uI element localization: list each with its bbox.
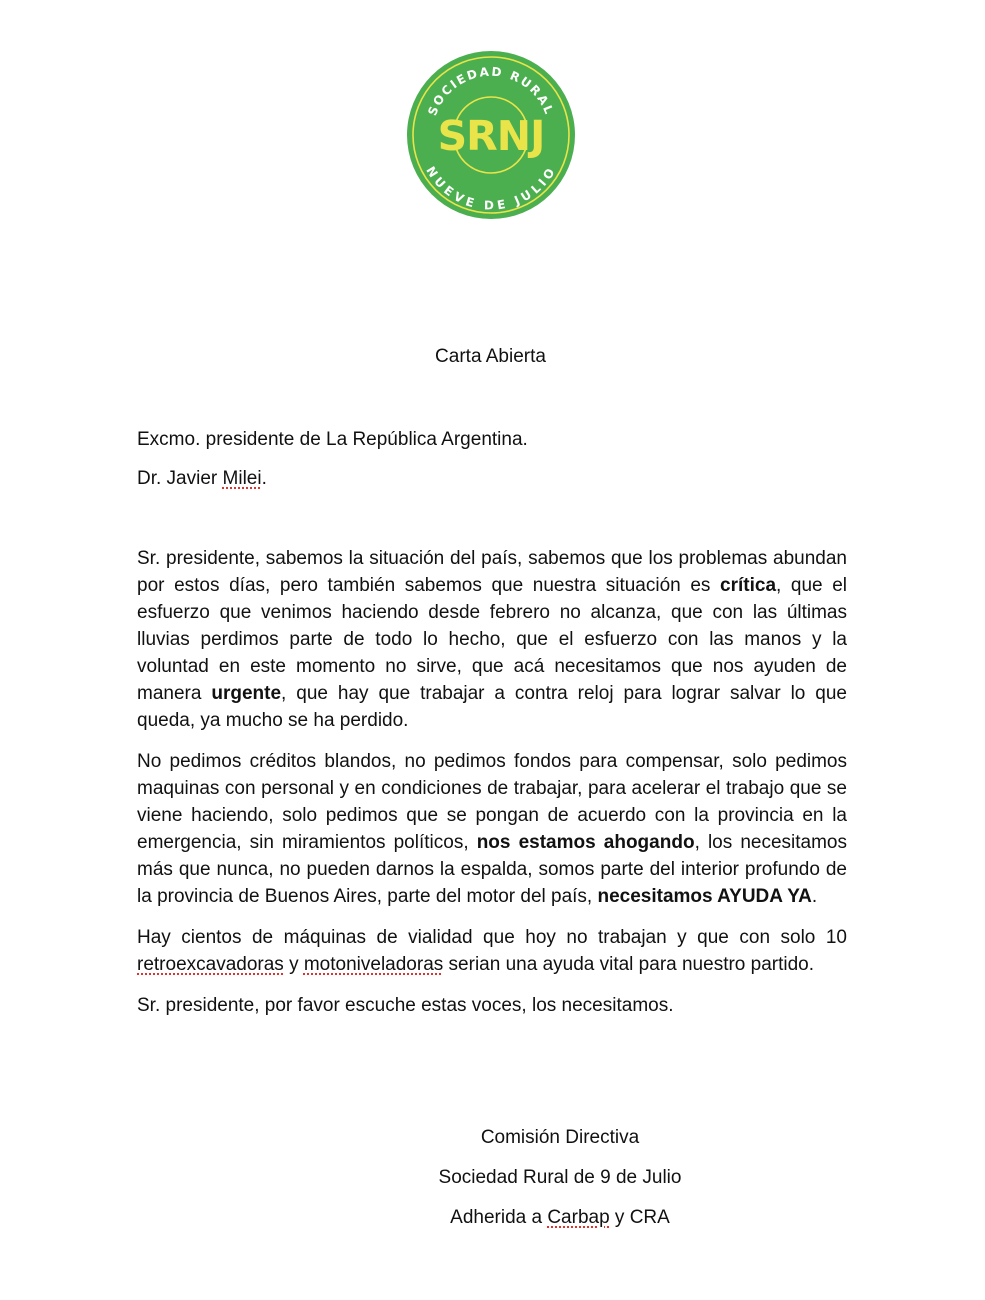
signature-block [360, 1126, 760, 1246]
paragraph-1-text-e: , que hay que trabajar a contra reloj para lograr salvar lo que queda, ya mucho se ha perdido. [137, 683, 847, 731]
paragraph-2-bold-ahogando: nos estamos ahogando [476, 832, 695, 853]
srnj-logo [405, 49, 577, 221]
paragraph-2-text-a: No pedimos créditos blandos, no pedimos fondos para compensar, solo pedimos maquinas con personal y en condiciones de trabajar, para acelerar el trabajo que se viene haciendo, solo pedimos que se pongan de acuerdo con la provincia en la emergencia, sin miramientos políticos, [137, 751, 847, 853]
paragraph-3-misspelled-retroexcavadoras: retroexcavadoras [137, 954, 284, 975]
logo-top-text: SOCIEDAD RURAL [425, 64, 557, 118]
paragraph-1 [137, 545, 847, 734]
paragraph-2-text-c: , los necesitamos más que nunca, no pueden darnos la espalda, somos parte del interior profundo de la provincia de Buenos Aires, parte del motor del país, [137, 832, 847, 907]
paragraph-1-text-a: Sr. presidente, sabemos la situación del país, sabemos que los problemas abundan por estos días, pero también sabemos que nuestra situación es [137, 548, 847, 596]
logo-bottom-text: NUEVE DE JULIO [423, 164, 559, 213]
paragraph-4 [137, 992, 847, 1019]
paragraph-3-text-c: y [283, 954, 304, 975]
paragraph-2-bold-ayuda: necesitamos AYUDA YA [597, 886, 812, 907]
letter-title: Carta Abierta [435, 346, 546, 367]
paragraph-3-text-a: Hay cientos de máquinas de vialidad que hoy no trabajan y que con solo 10 [137, 927, 847, 948]
paragraph-1-bold-urgente: urgente [211, 683, 282, 704]
signature-line-3-suffix: y CRA [609, 1207, 670, 1228]
addressee-prefix: Dr. Javier [137, 468, 223, 489]
paragraph-3 [137, 924, 847, 978]
letter-body [137, 545, 847, 1033]
paragraph-1-bold-critica: crítica [720, 575, 777, 596]
addressee-line-1: Excmo. presidente de La República Argentina. [137, 429, 528, 450]
paragraph-4-text: Sr. presidente, por favor escuche estas voces, los necesitamos. [137, 995, 674, 1016]
paragraph-2-text-e: . [811, 886, 818, 907]
signature-line-1: Comisión Directiva [480, 1127, 640, 1148]
signature-line-3-prefix: Adherida a [450, 1207, 548, 1228]
addressee-suffix: . [261, 468, 267, 489]
signature-line-3 [360, 1206, 760, 1246]
paragraph-3-text-e: serian una ayuda vital para nuestro partido. [443, 954, 815, 975]
logo-center-text: SRNJ [437, 112, 545, 160]
signature-line-3-misspelled-carbap: Carbap [547, 1207, 610, 1228]
paragraph-3-misspelled-motoniveladoras: motoniveladoras [303, 954, 444, 975]
paragraph-1-text-c: , que el esfuerzo que venimos haciendo desde febrero no alcanza, que con las últimas lluvias perdimos parte de todo lo hecho, que el esfuerzo con las manos y la voluntad en este momento no sirve, que acá necesitamos que nos ayuden de manera [137, 575, 848, 704]
paragraph-2 [137, 748, 847, 910]
signature-line-2: Sociedad Rural de 9 de Julio [438, 1167, 682, 1188]
srnj-logo-seal [405, 49, 577, 221]
addressee-line-2 [137, 467, 267, 491]
addressee-name-misspelled: Milei [222, 468, 262, 489]
